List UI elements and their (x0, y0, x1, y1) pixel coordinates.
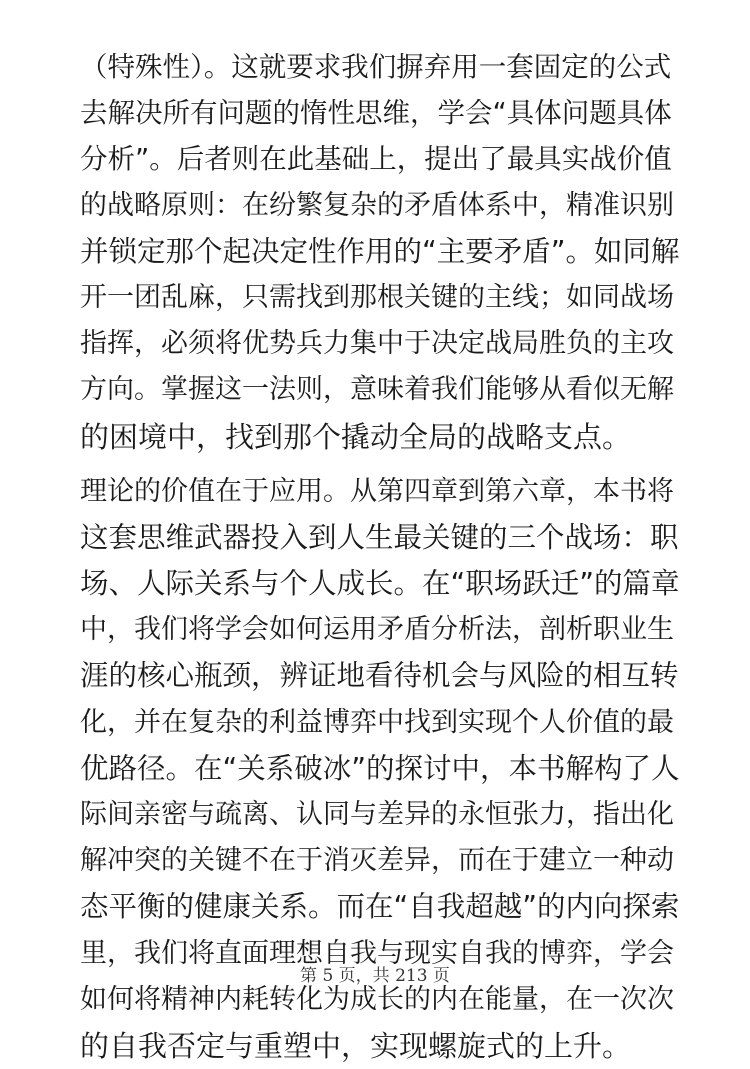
text-line: 优路径。在“关系破冰”的探讨中，本书解构了人 (80, 751, 680, 785)
text-line: 开一团乱麻，只需找到那根关键的主线；如同战场 (80, 281, 674, 313)
text-line: 方向。掌握这一法则，意味着我们能够从看似无解 (80, 374, 674, 406)
text-line: 场、人际关系与个人成长。在“职场跃迁”的篇章 (80, 567, 680, 601)
text-line: 解冲突的关键不在于消灭差异，而在于建立一种动 (80, 845, 674, 877)
text-line: 的困境中，找到那个撬动全局的战略支点。 (80, 419, 632, 454)
text-line: 态平衡的健康关系。而在“自我超越”的内向探索 (80, 890, 680, 924)
text-line: 涯的核心瓶颈，辨证地看待机会与风险的相互转 (80, 659, 679, 693)
text-line: 中，我们将学会如何运用矛盾分析法，剖析职业生 (80, 614, 674, 646)
text-line: 理论的价值在于应用。从第四章到第六章，本书将 (80, 475, 674, 507)
text-line: 并锁定那个起决定性作用的“主要矛盾”。如同解 (80, 234, 680, 268)
text-line: 际间亲密与疏离、认同与差异的永恒张力，指出化 (80, 799, 674, 830)
text-line: 这套思维武器投入到人生最关键的三个战场：职 (80, 520, 679, 554)
text-line: 的战略原则：在纷繁复杂的矛盾体系中，精准识别 (80, 189, 674, 221)
text-line: 如何将精神内耗转化为成长的内在能量，在一次次 (80, 983, 674, 1015)
page-number-footer: 第 5 页，共 213 页 (300, 966, 450, 986)
text-line: 分析”。后者则在此基础上，提出了最具实战价值 (80, 143, 672, 176)
paragraph-1 (80, 44, 680, 460)
text-line: （特殊性）。这就要求我们摒弃用一套固定的公式 (80, 51, 672, 83)
text-line: 里，我们将直面理想自我与现实自我的博弈，学会 (80, 937, 674, 969)
body-text (80, 44, 680, 1069)
text-line: 化，并在复杂的利益博弈中找到实现个人价值的最 (80, 706, 674, 738)
text-line: 去解决所有问题的惰性思维，学会“具体问题具体 (80, 97, 672, 130)
text-line: 指挥，必须将优势兵力集中于决定战局胜负的主攻 (80, 328, 674, 360)
text-line: 的自我否定与重塑中，实现螺旋式的上升。 (80, 1028, 632, 1063)
